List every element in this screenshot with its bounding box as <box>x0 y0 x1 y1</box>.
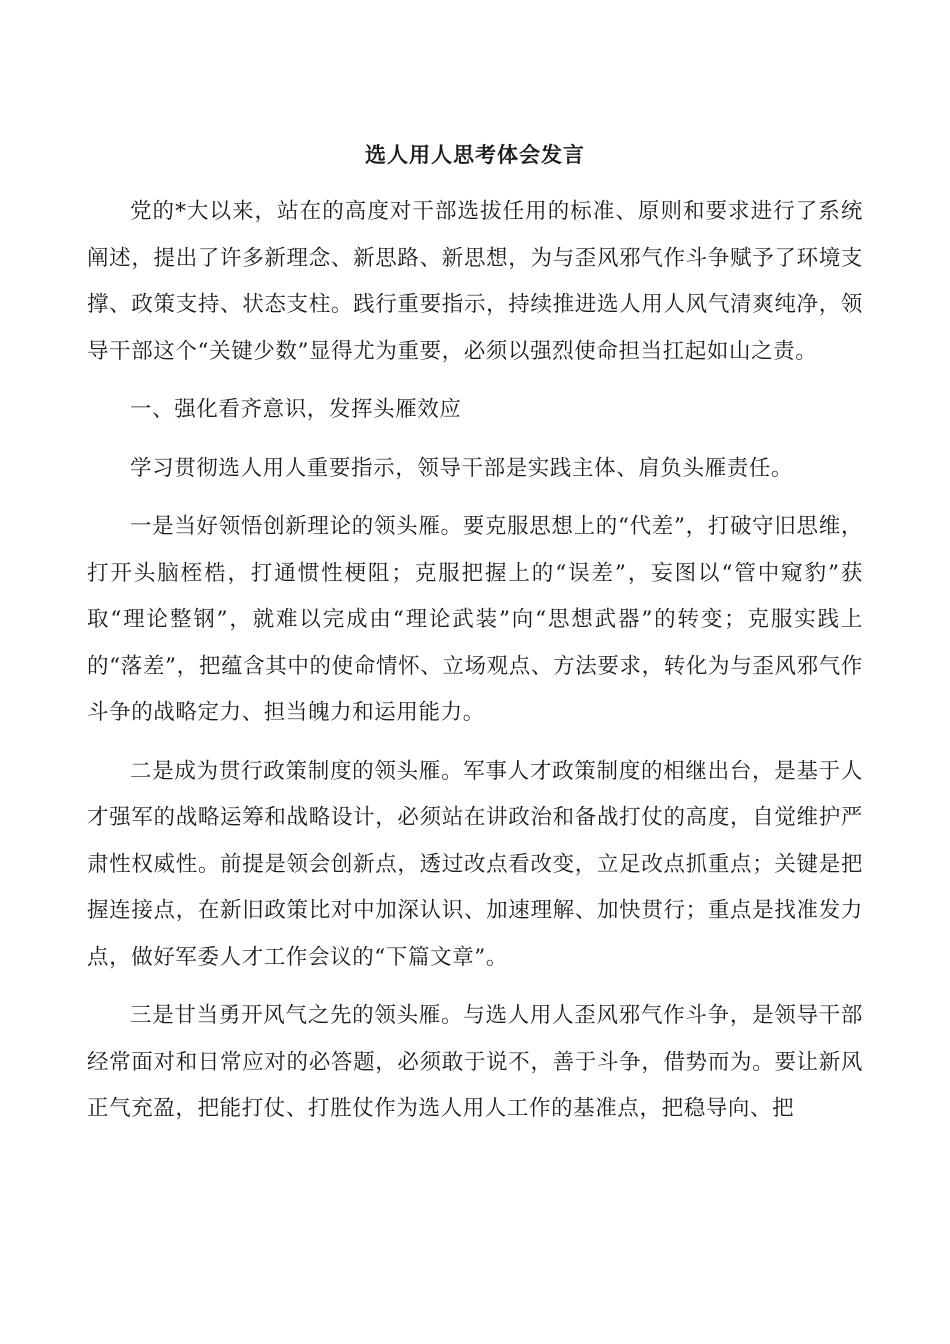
paragraph-section-lead: 学习贯彻选人用人重要指示，领导干部是实践主体、肩负头雁责任。 <box>130 455 794 481</box>
paragraph-point-3: 三是甘当勇开风气之先的领头雁。与选人用人歪风邪气作斗争，是领导干部经常面对和日常应对的必答题，必须敢于说不，善于斗争，借势而为。要让新风正气充盈，把能打仗、打胜仗作为选人用人工作的基准点，把稳导向、把 <box>87 1003 863 1121</box>
document-body <box>87 189 863 1145</box>
paragraph-point-2: 二是成为贯行政策制度的领头雁。军事人才政策制度的相继出台，是基于人才强军的战略运筹和战略设计，必须站在讲政治和备战打仗的高度，自觉维护严肃性权威性。前提是领会创新点，透过改点看改变，立足改点抓重点；关键是把握连接点，在新旧政策比对中加深认识、加速理解、加快贯行；重点是找准发力点，做好军委人才工作会议的“下篇文章”。 <box>87 758 863 970</box>
section-heading-1: 一、强化看齐意识，发挥头雁效应 <box>130 397 462 422</box>
paragraph-intro: 党的*大以来，站在的高度对干部选拔任用的标准、原则和要求进行了系统阐述，提出了许多新理念、新思路、新思想，为与歪风邪气作斗争赋予了环境支撑、政策支持、状态支柱。践行重要指示，持续推进选人用人风气清爽纯净，领导干部这个“关键少数”显得尤为重要，必须以强烈使命担当扛起如山之责。 <box>87 199 863 364</box>
paragraph-point-1: 一是当好领悟创新理论的领头雁。要克服思想上的“代差”，打破守旧思维，打开头脑桎梏，打通惯性梗阻；克服把握上的“误差”，妄图以“管中窥豹”获取“理论整钢”，就难以完成由“理论武装”向“思想武器”的转变；克服实践上的“落差”，把蕴含其中的使命情怀、立场观点、方法要求，转化为与歪风邪气作斗争的战略定力、担当魄力和运用能力。 <box>87 514 863 725</box>
document-title: 选人用人思考体会发言 <box>365 142 585 167</box>
